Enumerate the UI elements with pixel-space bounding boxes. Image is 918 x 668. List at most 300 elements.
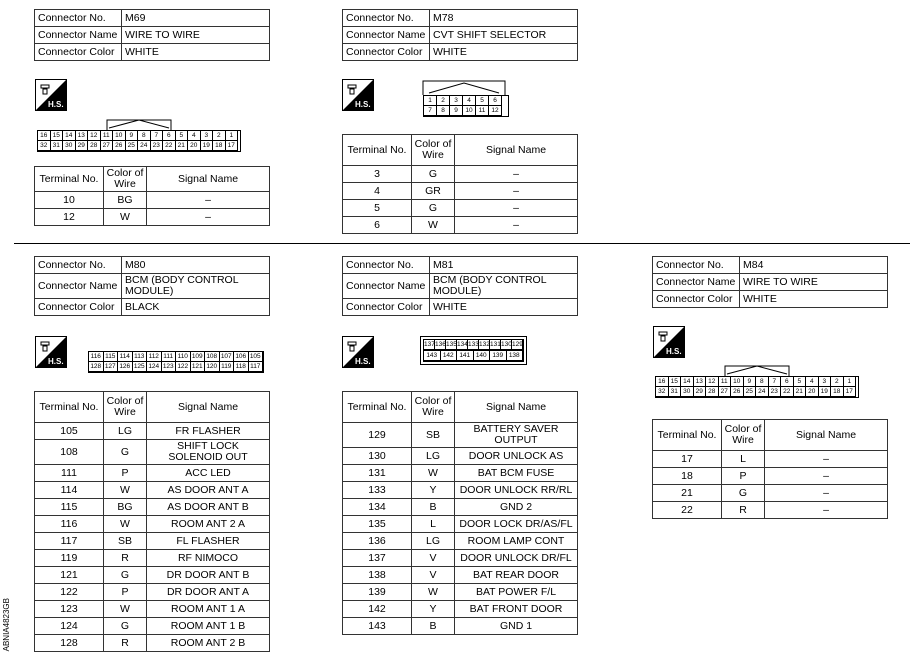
pin-cell: 12 xyxy=(706,377,719,387)
wire-color-cell: P xyxy=(104,465,147,482)
wire-color-cell: W xyxy=(412,584,455,601)
signal-name-cell: SHIFT LOCK SOLENOID OUT xyxy=(147,440,270,465)
pin-cell: 25 xyxy=(126,141,139,151)
wire-color-cell: LG xyxy=(104,423,147,440)
pin-cell: 2 xyxy=(437,96,450,106)
pin-cell: 121 xyxy=(191,362,206,372)
pin-cell: 20 xyxy=(806,387,819,397)
terminal-table-m80 xyxy=(34,391,270,652)
terminal-no-cell: 138 xyxy=(343,567,412,584)
wire-color-cell: G xyxy=(104,567,147,584)
pin-cell: 17 xyxy=(226,141,239,151)
terminal-no-cell: 17 xyxy=(653,451,722,468)
table-row xyxy=(35,209,270,226)
pin-cell: 129 xyxy=(512,341,523,348)
signal-name-cell: ROOM LAMP CONT xyxy=(455,533,578,550)
pin-cell: 119 xyxy=(220,362,235,372)
connector-diagram-m81 xyxy=(420,336,527,365)
wire-color-cell: BG xyxy=(104,499,147,516)
pin-cell: 3 xyxy=(201,131,214,141)
label-connector-no: Connector No. xyxy=(343,10,430,27)
pin-cell: 5 xyxy=(476,96,489,106)
signal-name-cell: DOOR UNLOCK DR/FL xyxy=(455,550,578,567)
wire-color-cell: L xyxy=(722,451,765,468)
pin-cell: 1 xyxy=(844,377,857,387)
pin-cell: 132 xyxy=(479,341,490,348)
terminal-no-cell: 131 xyxy=(343,465,412,482)
terminal-no-cell: 139 xyxy=(343,584,412,601)
pin-cell: 24 xyxy=(138,141,151,151)
label-connector-name: Connector Name xyxy=(343,27,430,44)
terminal-no-cell: 108 xyxy=(35,440,104,465)
connector-color-value: WHITE xyxy=(430,299,578,316)
signal-name-cell: – xyxy=(455,183,578,200)
pin-cell: 143 xyxy=(424,351,441,361)
th-terminal-no: Terminal No. xyxy=(35,392,104,423)
table-row xyxy=(343,482,578,499)
pin-cell: 28 xyxy=(706,387,719,397)
wire-color-cell: G xyxy=(412,200,455,217)
pin-cell: 23 xyxy=(769,387,782,397)
th-signal-name: Signal Name xyxy=(455,392,578,423)
harness-side-icon xyxy=(653,326,685,358)
connector-no-value: M81 xyxy=(430,257,578,274)
pin-cell: 2 xyxy=(831,377,844,387)
pin-cell: 134 xyxy=(457,341,468,348)
pin-cell: 10 xyxy=(113,131,126,141)
pin-cell: 10 xyxy=(731,377,744,387)
wire-color-cell: R xyxy=(722,502,765,519)
connector-diagram-m80 xyxy=(88,351,264,373)
wire-color-cell: V xyxy=(412,567,455,584)
pin-cell: 5 xyxy=(176,131,189,141)
pin-cell: 105 xyxy=(249,352,264,362)
terminal-no-cell: 18 xyxy=(653,468,722,485)
label-connector-no: Connector No. xyxy=(343,257,430,274)
terminal-no-cell: 136 xyxy=(343,533,412,550)
connector-no-value: M84 xyxy=(740,257,888,274)
table-row xyxy=(35,465,270,482)
th-color-of-wire: Color of Wire xyxy=(104,392,147,423)
pin-cell: 20 xyxy=(188,141,201,151)
label-connector-name: Connector Name xyxy=(35,274,122,299)
pin-cell: 12 xyxy=(489,106,502,116)
signal-name-cell: – xyxy=(765,468,888,485)
signal-name-cell: ROOM ANT 2 A xyxy=(147,516,270,533)
wire-color-cell: G xyxy=(104,618,147,635)
pin-cell: 15 xyxy=(51,131,64,141)
pin-cell: 9 xyxy=(450,106,463,116)
wire-color-cell: B xyxy=(412,618,455,635)
pin-cell: 115 xyxy=(104,352,119,362)
harness-side-icon xyxy=(35,79,67,111)
signal-name-cell: ROOM ANT 2 B xyxy=(147,635,270,652)
terminal-no-cell: 137 xyxy=(343,550,412,567)
pin-cell: 31 xyxy=(51,141,64,151)
th-signal-name: Signal Name xyxy=(147,167,270,192)
th-color-of-wire: Color of Wire xyxy=(412,135,455,166)
table-row xyxy=(343,448,578,465)
wire-color-cell: W xyxy=(412,465,455,482)
pin-cell: 26 xyxy=(113,141,126,151)
pin-cell: 11 xyxy=(101,131,114,141)
wire-color-cell: LG xyxy=(412,448,455,465)
label-connector-name: Connector Name xyxy=(653,274,740,291)
pin-cell: 16 xyxy=(656,377,669,387)
table-row xyxy=(343,465,578,482)
table-row xyxy=(35,192,270,209)
terminal-no-cell: 142 xyxy=(343,601,412,618)
label-connector-name: Connector Name xyxy=(35,27,122,44)
pin-cell: 4 xyxy=(188,131,201,141)
pin-cell: 130 xyxy=(501,341,512,348)
table-row xyxy=(343,217,578,234)
signal-name-cell: AS DOOR ANT A xyxy=(147,482,270,499)
connector-diagram-m78 xyxy=(419,79,509,117)
pin-cell: 11 xyxy=(476,106,489,116)
pin-cell: 18 xyxy=(213,141,226,151)
pin-cell: 117 xyxy=(249,362,264,372)
pin-cell: 23 xyxy=(151,141,164,151)
pin-cell: 139 xyxy=(490,351,507,361)
signal-name-cell: GND 1 xyxy=(455,618,578,635)
pin-cell: 110 xyxy=(176,352,191,362)
terminal-no-cell: 121 xyxy=(35,567,104,584)
pin-cell: 113 xyxy=(133,352,148,362)
pin-cell: 14 xyxy=(681,377,694,387)
wire-color-cell: G xyxy=(412,166,455,183)
pin-cell: 118 xyxy=(234,362,249,372)
pin-cell: 2 xyxy=(213,131,226,141)
pin-cell: 9 xyxy=(744,377,757,387)
svg-text:H.S.: H.S. xyxy=(666,347,682,356)
pin-cell: 32 xyxy=(38,141,51,151)
th-signal-name: Signal Name xyxy=(765,420,888,451)
terminal-no-cell: 21 xyxy=(653,485,722,502)
pin-cell: 32 xyxy=(656,387,669,397)
wire-color-cell: P xyxy=(104,584,147,601)
pin-cell: 13 xyxy=(694,377,707,387)
table-row xyxy=(343,166,578,183)
svg-text:H.S.: H.S. xyxy=(48,100,64,109)
pin-cell: 6 xyxy=(489,96,502,106)
pin-cell: 112 xyxy=(147,352,162,362)
pin-cell: 1 xyxy=(424,96,437,106)
table-row xyxy=(35,440,270,465)
pin-cell: 1 xyxy=(226,131,239,141)
connector-color-value: WHITE xyxy=(122,44,270,61)
connector-name-value: CVT SHIFT SELECTOR xyxy=(430,27,578,44)
label-connector-color: Connector Color xyxy=(653,291,740,308)
pin-cell: 106 xyxy=(234,352,249,362)
pin-cell: 8 xyxy=(437,106,450,116)
th-color-of-wire: Color of Wire xyxy=(722,420,765,451)
signal-name-cell: – xyxy=(455,217,578,234)
harness-side-icon xyxy=(35,336,67,368)
pin-cell: 15 xyxy=(669,377,682,387)
table-row xyxy=(653,485,888,502)
terminal-no-cell: 123 xyxy=(35,601,104,618)
th-color-of-wire: Color of Wire xyxy=(104,167,147,192)
connector-no-value: M69 xyxy=(122,10,270,27)
pin-cell: 27 xyxy=(719,387,732,397)
connector-name-value: WIRE TO WIRE xyxy=(740,274,888,291)
terminal-no-cell: 115 xyxy=(35,499,104,516)
pin-cell: 16 xyxy=(38,131,51,141)
pin-cell: 8 xyxy=(756,377,769,387)
pin-cell: 24 xyxy=(756,387,769,397)
signal-name-cell: AS DOOR ANT B xyxy=(147,499,270,516)
wire-color-cell: L xyxy=(412,516,455,533)
signal-name-cell: ROOM ANT 1 B xyxy=(147,618,270,635)
signal-name-cell: DOOR UNLOCK AS xyxy=(455,448,578,465)
pin-cell: 140 xyxy=(474,351,491,361)
label-connector-no: Connector No. xyxy=(653,257,740,274)
wire-color-cell: G xyxy=(722,485,765,502)
terminal-no-cell: 119 xyxy=(35,550,104,567)
signal-name-cell: – xyxy=(455,200,578,217)
pin-cell: 136 xyxy=(435,341,446,348)
pin-cell: 22 xyxy=(163,141,176,151)
signal-name-cell: – xyxy=(765,485,888,502)
wire-color-cell: W xyxy=(104,601,147,618)
wire-color-cell: SB xyxy=(104,533,147,550)
pin-cell: 9 xyxy=(126,131,139,141)
connector-m69-header xyxy=(34,9,270,61)
pin-cell: 19 xyxy=(201,141,214,151)
pin-cell: 26 xyxy=(731,387,744,397)
terminal-table-m69 xyxy=(34,166,270,226)
wire-color-cell: SB xyxy=(412,423,455,448)
connector-name-value: BCM (BODY CONTROL MODULE) xyxy=(122,274,270,299)
signal-name-cell: – xyxy=(765,451,888,468)
pin-cell: 29 xyxy=(76,141,89,151)
pin-cell: 120 xyxy=(205,362,220,372)
table-row xyxy=(653,468,888,485)
pin-cell: 22 xyxy=(781,387,794,397)
table-row xyxy=(653,502,888,519)
connector-m80-header xyxy=(34,256,270,316)
table-row xyxy=(35,533,270,550)
signal-name-cell: DOOR LOCK DR/AS/FL xyxy=(455,516,578,533)
wire-color-cell: W xyxy=(104,482,147,499)
svg-text:H.S.: H.S. xyxy=(355,357,371,366)
table-row xyxy=(343,533,578,550)
terminal-no-cell: 143 xyxy=(343,618,412,635)
pin-cell: 109 xyxy=(191,352,206,362)
pin-cell: 7 xyxy=(151,131,164,141)
pin-cell: 116 xyxy=(89,352,104,362)
terminal-no-cell: 135 xyxy=(343,516,412,533)
harness-side-icon xyxy=(342,79,374,111)
pin-cell: 17 xyxy=(844,387,857,397)
terminal-no-cell: 122 xyxy=(35,584,104,601)
label-connector-no: Connector No. xyxy=(35,10,122,27)
label-connector-color: Connector Color xyxy=(35,299,122,316)
table-row xyxy=(343,200,578,217)
signal-name-cell: ACC LED xyxy=(147,465,270,482)
th-signal-name: Signal Name xyxy=(455,135,578,166)
table-row xyxy=(343,567,578,584)
wire-color-cell: G xyxy=(104,440,147,465)
wire-color-cell: R xyxy=(104,635,147,652)
pin-cell: 19 xyxy=(819,387,832,397)
signal-name-cell: DR DOOR ANT A xyxy=(147,584,270,601)
terminal-no-cell: 124 xyxy=(35,618,104,635)
terminal-no-cell: 12 xyxy=(35,209,104,226)
pin-cell: 21 xyxy=(176,141,189,151)
wire-color-cell: GR xyxy=(412,183,455,200)
terminal-no-cell: 111 xyxy=(35,465,104,482)
pin-cell: 5 xyxy=(794,377,807,387)
terminal-no-cell: 130 xyxy=(343,448,412,465)
pin-cell: 127 xyxy=(104,362,119,372)
table-row xyxy=(35,635,270,652)
label-connector-no: Connector No. xyxy=(35,257,122,274)
pin-cell: 108 xyxy=(205,352,220,362)
signal-name-cell: ROOM ANT 1 A xyxy=(147,601,270,618)
harness-side-icon xyxy=(342,336,374,368)
terminal-no-cell: 4 xyxy=(343,183,412,200)
wire-color-cell: Y xyxy=(412,601,455,618)
connector-diagram-m84 xyxy=(655,362,859,398)
pin-cell: 107 xyxy=(220,352,235,362)
pin-cell: 10 xyxy=(463,106,476,116)
th-terminal-no: Terminal No. xyxy=(35,167,104,192)
pin-cell: 6 xyxy=(163,131,176,141)
pin-cell: 12 xyxy=(88,131,101,141)
pin-cell: 25 xyxy=(744,387,757,397)
pin-cell: 3 xyxy=(450,96,463,106)
table-row xyxy=(35,482,270,499)
th-color-of-wire: Color of Wire xyxy=(412,392,455,423)
pin-cell: 111 xyxy=(162,352,177,362)
wire-color-cell: P xyxy=(722,468,765,485)
terminal-no-cell: 128 xyxy=(35,635,104,652)
pin-cell: 13 xyxy=(76,131,89,141)
connector-no-value: M80 xyxy=(122,257,270,274)
terminal-no-cell: 22 xyxy=(653,502,722,519)
wire-color-cell: V xyxy=(412,550,455,567)
terminal-no-cell: 5 xyxy=(343,200,412,217)
pin-cell: 30 xyxy=(681,387,694,397)
table-row xyxy=(35,584,270,601)
pin-cell: 3 xyxy=(819,377,832,387)
terminal-no-cell: 105 xyxy=(35,423,104,440)
pin-cell: 21 xyxy=(794,387,807,397)
pin-cell: 31 xyxy=(669,387,682,397)
signal-name-cell: BAT BCM FUSE xyxy=(455,465,578,482)
signal-name-cell: – xyxy=(147,192,270,209)
signal-name-cell: BATTERY SAVER OUTPUT xyxy=(455,423,578,448)
terminal-no-cell: 114 xyxy=(35,482,104,499)
table-row xyxy=(343,499,578,516)
wire-color-cell: W xyxy=(412,217,455,234)
connector-color-value: WHITE xyxy=(740,291,888,308)
table-row xyxy=(343,601,578,618)
th-terminal-no: Terminal No. xyxy=(343,392,412,423)
table-row xyxy=(343,516,578,533)
wire-color-cell: Y xyxy=(412,482,455,499)
pin-cell: 135 xyxy=(446,341,457,348)
wire-color-cell: BG xyxy=(104,192,147,209)
pin-cell: 128 xyxy=(89,362,104,372)
wire-color-cell: LG xyxy=(412,533,455,550)
th-terminal-no: Terminal No. xyxy=(653,420,722,451)
pin-cell: 131 xyxy=(490,341,501,348)
connector-m81-header xyxy=(342,256,578,316)
terminal-table-m78 xyxy=(342,134,578,234)
th-signal-name: Signal Name xyxy=(147,392,270,423)
terminal-no-cell: 134 xyxy=(343,499,412,516)
wire-color-cell: R xyxy=(104,550,147,567)
terminal-no-cell: 116 xyxy=(35,516,104,533)
pin-cell: 30 xyxy=(63,141,76,151)
connector-m84-header xyxy=(652,256,888,308)
signal-name-cell: – xyxy=(455,166,578,183)
pin-cell: 6 xyxy=(781,377,794,387)
signal-name-cell: DOOR UNLOCK RR/RL xyxy=(455,482,578,499)
signal-name-cell: – xyxy=(147,209,270,226)
pin-cell: 138 xyxy=(507,351,524,361)
pin-cell: 125 xyxy=(133,362,148,372)
wire-color-cell: B xyxy=(412,499,455,516)
pin-cell: 141 xyxy=(457,351,474,361)
section-divider xyxy=(14,243,910,244)
table-row xyxy=(35,550,270,567)
terminal-no-cell: 3 xyxy=(343,166,412,183)
pin-cell: 7 xyxy=(769,377,782,387)
terminal-table-m84 xyxy=(652,419,888,519)
signal-name-cell: FR FLASHER xyxy=(147,423,270,440)
pin-cell: 142 xyxy=(441,351,458,361)
connector-name-value: WIRE TO WIRE xyxy=(122,27,270,44)
pin-cell: 27 xyxy=(101,141,114,151)
table-row xyxy=(35,567,270,584)
terminal-no-cell: 6 xyxy=(343,217,412,234)
table-row xyxy=(35,601,270,618)
signal-name-cell: BAT REAR DOOR xyxy=(455,567,578,584)
label-connector-name: Connector Name xyxy=(343,274,430,299)
figure-code: ABNIA4823GB xyxy=(2,598,11,652)
table-row xyxy=(653,451,888,468)
pin-cell: 4 xyxy=(806,377,819,387)
svg-text:H.S.: H.S. xyxy=(355,100,371,109)
terminal-no-cell: 117 xyxy=(35,533,104,550)
connector-diagram-m69 xyxy=(37,116,241,152)
table-row xyxy=(343,584,578,601)
terminal-no-cell: 129 xyxy=(343,423,412,448)
pin-cell: 11 xyxy=(719,377,732,387)
pin-cell: 28 xyxy=(88,141,101,151)
pin-cell: 29 xyxy=(694,387,707,397)
pin-cell: 18 xyxy=(831,387,844,397)
table-row xyxy=(35,516,270,533)
table-row xyxy=(35,423,270,440)
signal-name-cell: GND 2 xyxy=(455,499,578,516)
connector-m78-header xyxy=(342,9,578,61)
pin-cell: 133 xyxy=(468,341,479,348)
pin-cell: 124 xyxy=(147,362,162,372)
terminal-no-cell: 133 xyxy=(343,482,412,499)
connector-color-value: BLACK xyxy=(122,299,270,316)
connector-name-value: BCM (BODY CONTROL MODULE) xyxy=(430,274,578,299)
pin-cell: 7 xyxy=(424,106,437,116)
label-connector-color: Connector Color xyxy=(343,299,430,316)
table-row xyxy=(35,499,270,516)
terminal-table-m81 xyxy=(342,391,578,635)
connector-no-value: M78 xyxy=(430,10,578,27)
